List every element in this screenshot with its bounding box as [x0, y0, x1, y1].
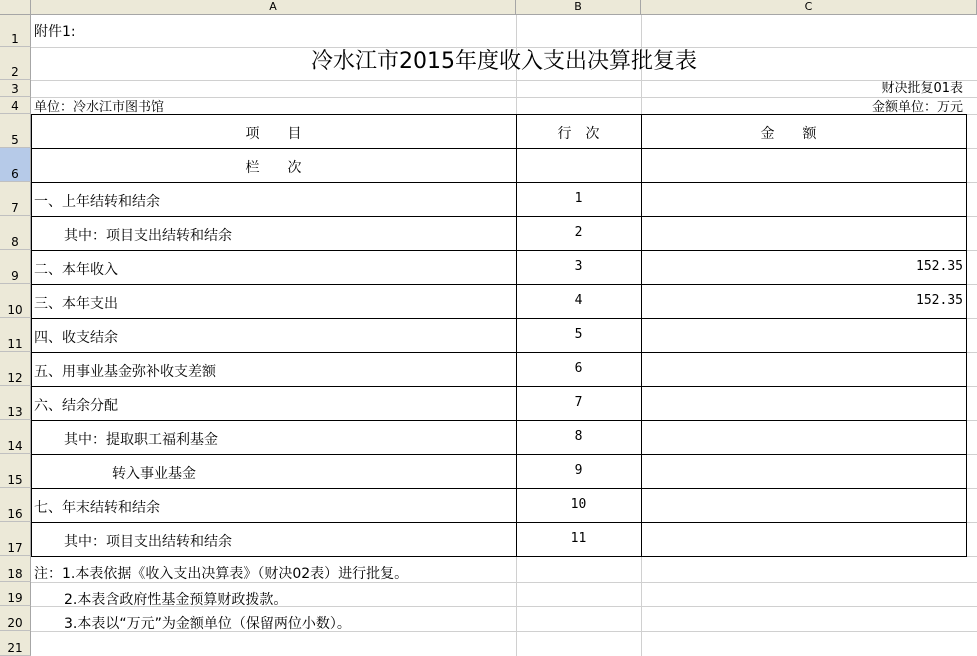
item-label[interactable]: 其中：提取职工福利基金	[64, 432, 218, 448]
table-border	[31, 318, 966, 319]
row-header[interactable]	[0, 284, 31, 318]
row-number: 16	[7, 507, 23, 521]
table-border	[31, 284, 966, 285]
note-line-2[interactable]: 2.本表含政府性基金预算财政拨款。	[64, 592, 288, 608]
amount-value[interactable]: 152.35	[916, 293, 963, 308]
row-number: 6	[11, 167, 19, 181]
item-label[interactable]: 二、本年收入	[34, 262, 118, 278]
row-header[interactable]	[0, 454, 31, 488]
line-number[interactable]: 4	[574, 293, 583, 308]
line-number[interactable]: 6	[574, 361, 583, 376]
table-border	[31, 114, 32, 557]
table-border	[31, 182, 966, 183]
row-number: 15	[7, 473, 23, 487]
row-number: 12	[7, 371, 23, 385]
row-number: 17	[7, 541, 23, 555]
row-number: 19	[7, 591, 23, 605]
row-header[interactable]	[0, 606, 31, 631]
row-number: 11	[7, 337, 23, 351]
column-header-b[interactable]: B	[516, 0, 641, 15]
table-border	[31, 454, 966, 455]
row-header[interactable]	[0, 420, 31, 454]
row-number: 14	[7, 439, 23, 453]
row-number: 10	[7, 303, 23, 317]
row-number: 2	[11, 65, 19, 79]
item-label[interactable]: 四、收支结余	[34, 330, 118, 346]
select-all-corner[interactable]	[0, 0, 31, 15]
line-number[interactable]: 1	[574, 191, 583, 206]
table-border	[31, 114, 966, 115]
line-number[interactable]: 7	[574, 395, 583, 410]
attachment-label[interactable]: 附件1:	[34, 24, 76, 40]
row-header[interactable]	[0, 352, 31, 386]
line-number[interactable]: 3	[574, 259, 583, 274]
column-header-a[interactable]: A	[31, 0, 516, 15]
row-number: 9	[11, 269, 19, 283]
table-border	[31, 522, 966, 523]
row-number: 21	[7, 641, 23, 655]
note-line-1[interactable]: 注：1.本表依据《收入支出决算表》（财决02表）进行批复。	[34, 566, 409, 582]
item-label[interactable]: 转入事业基金	[112, 466, 196, 482]
line-number[interactable]: 5	[574, 327, 583, 342]
table-border	[31, 386, 966, 387]
row-header[interactable]	[0, 47, 31, 80]
item-label[interactable]: 其中：项目支出结转和结余	[64, 534, 232, 550]
row-header[interactable]	[0, 15, 31, 47]
row-header[interactable]	[0, 582, 31, 606]
line-number[interactable]: 11	[570, 531, 587, 546]
column-header-c[interactable]: C	[641, 0, 977, 15]
unit-label[interactable]: 单位：冷水江市图书馆	[34, 100, 165, 115]
line-number[interactable]: 10	[570, 497, 587, 512]
table-border	[641, 114, 642, 557]
amount-unit-label[interactable]: 金额单位：万元	[871, 100, 963, 115]
line-number[interactable]: 9	[574, 463, 583, 478]
item-label[interactable]: 七、年末结转和结余	[34, 500, 160, 516]
row-header[interactable]	[0, 216, 31, 250]
item-label[interactable]: 三、本年支出	[34, 296, 118, 312]
row-number: 5	[11, 133, 19, 147]
row-number: 4	[11, 99, 19, 113]
row-header[interactable]	[0, 148, 31, 182]
table-border	[31, 216, 966, 217]
header-amount[interactable]: 金 额	[760, 126, 817, 142]
item-label[interactable]: 其中：项目支出结转和结余	[64, 228, 232, 244]
subheader-columns[interactable]: 栏 次	[245, 160, 302, 176]
row-number: 8	[11, 235, 19, 249]
row-header[interactable]	[0, 97, 31, 114]
row-header[interactable]	[0, 556, 31, 582]
row-number: 13	[7, 405, 23, 419]
row-number: 20	[7, 616, 23, 630]
row-header[interactable]	[0, 386, 31, 420]
row-header[interactable]	[0, 522, 31, 556]
sheet-title[interactable]: 冷水江市2015年度收入支出决算批复表	[311, 49, 697, 74]
table-border	[966, 114, 967, 557]
row-number: 1	[11, 32, 19, 46]
table-border	[31, 556, 966, 557]
row-header[interactable]	[0, 488, 31, 522]
row-number: 7	[11, 201, 19, 215]
note-line-3[interactable]: 3.本表以“万元”为金额单位（保留两位小数）。	[64, 616, 351, 632]
gridline-horizontal	[31, 80, 977, 81]
table-border	[31, 352, 966, 353]
gridline-horizontal	[31, 97, 977, 98]
table-border	[31, 250, 966, 251]
row-number: 3	[11, 82, 19, 96]
header-line[interactable]: 行 次	[557, 126, 600, 142]
line-number[interactable]: 2	[574, 225, 583, 240]
row-header[interactable]	[0, 250, 31, 284]
form-code[interactable]: 财决批复01表	[881, 81, 963, 96]
item-label[interactable]: 一、上年结转和结余	[34, 194, 160, 210]
header-item[interactable]: 项 目	[245, 126, 302, 142]
table-border	[31, 488, 966, 489]
item-label[interactable]: 五、用事业基金弥补收支差额	[34, 364, 216, 380]
table-border	[31, 148, 966, 149]
amount-value[interactable]: 152.35	[916, 259, 963, 274]
line-number[interactable]: 8	[574, 429, 583, 444]
row-header[interactable]	[0, 631, 31, 656]
row-header[interactable]	[0, 114, 31, 148]
row-header[interactable]	[0, 182, 31, 216]
item-label[interactable]: 六、结余分配	[34, 398, 118, 414]
row-number: 18	[7, 567, 23, 581]
table-border	[31, 420, 966, 421]
row-header[interactable]	[0, 80, 31, 97]
row-header[interactable]	[0, 318, 31, 352]
